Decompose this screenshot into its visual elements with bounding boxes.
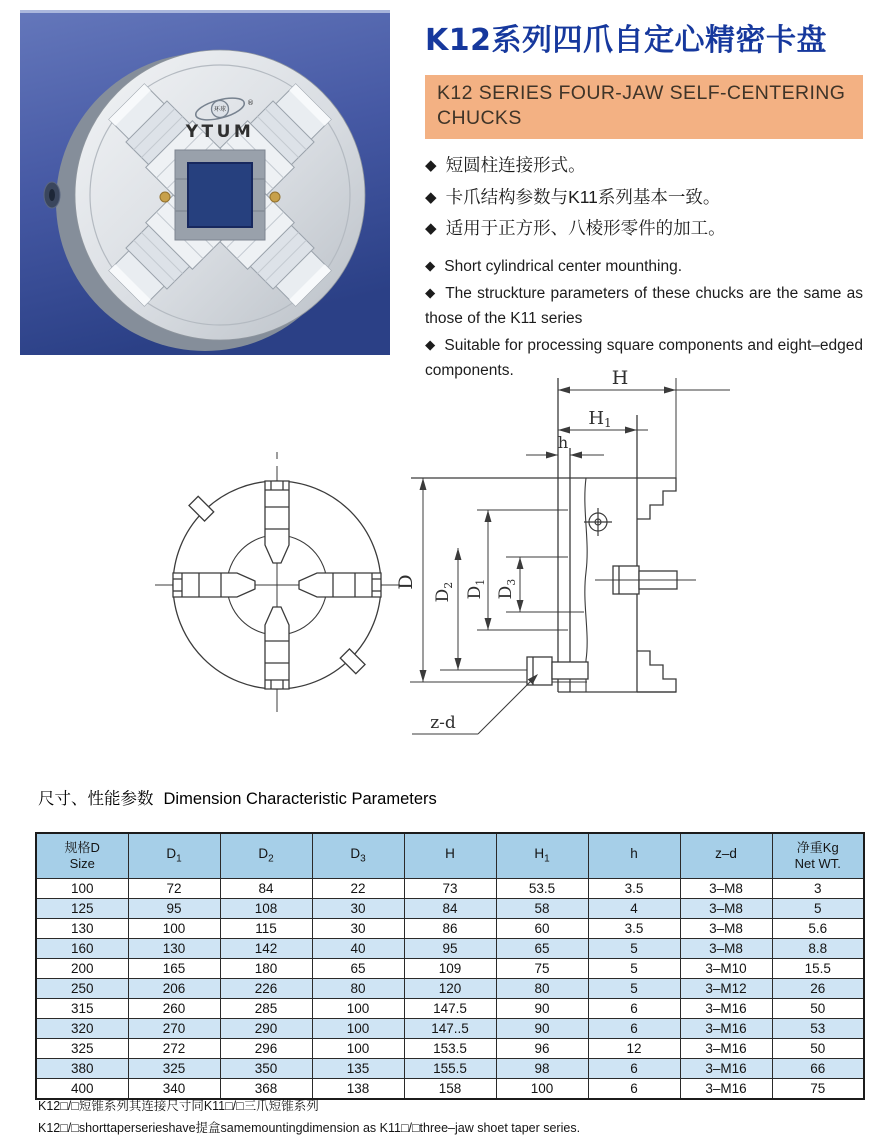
table-cell: 6 [588, 1079, 680, 1100]
table-cell: 130 [36, 919, 128, 939]
table-cell: 108 [220, 899, 312, 919]
table-cell: 58 [496, 899, 588, 919]
table-cell: 135 [312, 1059, 404, 1079]
table-cell: 115 [220, 919, 312, 939]
table-cell: 109 [404, 959, 496, 979]
table-cell: 75 [496, 959, 588, 979]
table-cell: 15.5 [772, 959, 864, 979]
table-cell: 315 [36, 999, 128, 1019]
diamond-bullet-icon: ◆ [425, 257, 436, 273]
table-row [36, 1019, 864, 1039]
table-cell: 30 [312, 919, 404, 939]
feature-item [425, 154, 863, 178]
table-cell: 100 [312, 999, 404, 1019]
table-cell: 130 [128, 939, 220, 959]
feature-item [425, 282, 863, 331]
table-cell: 160 [36, 939, 128, 959]
table-cell: 3–M16 [680, 1019, 772, 1039]
dim-label-D2: $D_2$ [433, 581, 455, 603]
table-cell: 90 [496, 999, 588, 1019]
table-cell: 30 [312, 899, 404, 919]
brass-screw-right [270, 192, 280, 202]
table-title-en: Dimension Characteristic Parameters [163, 790, 437, 808]
col-header-netwt: 净重Kg Net WT. [772, 833, 864, 879]
table-row [36, 919, 864, 939]
table-cell: 4 [588, 899, 680, 919]
table-row [36, 939, 864, 959]
table-cell: 272 [128, 1039, 220, 1059]
table-row [36, 879, 864, 899]
footnote-line: K12□/□短锥系列其连接尺寸同K11□/□三爪短锥系列 [38, 1099, 319, 1113]
footnotes [38, 1097, 580, 1141]
table-body [36, 879, 864, 1100]
table-cell: 5 [588, 979, 680, 999]
front-view [155, 452, 400, 712]
diamond-bullet-icon: ◆ [425, 188, 437, 206]
table-cell: 155.5 [404, 1059, 496, 1079]
features-list-cn [425, 154, 863, 241]
table-cell: 95 [128, 899, 220, 919]
table-cell: 3–M16 [680, 999, 772, 1019]
table-cell: 80 [312, 979, 404, 999]
technical-drawing [140, 360, 740, 772]
table-cell: 3–M16 [680, 1039, 772, 1059]
table-row [36, 979, 864, 999]
feature-text: Short cylindrical center mounthing. [444, 257, 683, 275]
dim-label-D3: $D_3$ [496, 578, 518, 600]
page-title: K12系列四爪自定心精密卡盘 [425, 23, 827, 58]
brass-screw-left [160, 192, 170, 202]
table-cell: 100 [312, 1019, 404, 1039]
table-cell: 75 [772, 1079, 864, 1100]
table-row [36, 999, 864, 1019]
table-row [36, 959, 864, 979]
intro-column [425, 24, 863, 386]
table-cell: 153.5 [404, 1039, 496, 1059]
diamond-bullet-icon: ◆ [425, 220, 437, 238]
table-cell: 3–M8 [680, 939, 772, 959]
table-cell: 53.5 [496, 879, 588, 899]
table-row [36, 1039, 864, 1059]
table-cell: 22 [312, 879, 404, 899]
table-cell: 165 [128, 959, 220, 979]
center-square-hole [188, 163, 252, 227]
table-cell: 5.6 [772, 919, 864, 939]
chuck-photo-image [20, 10, 390, 355]
feature-text: The struckture parameters of these chucks are the same as those of the K11 series [425, 285, 863, 327]
table-cell: 98 [496, 1059, 588, 1079]
diamond-bullet-icon: ◆ [425, 337, 436, 353]
col-header-size: 规格D Size [36, 833, 128, 879]
diamond-bullet-icon: ◆ [425, 285, 437, 301]
feature-text: Suitable for processing square components and eight–edged components. [425, 337, 863, 379]
table-cell: 3–M16 [680, 1059, 772, 1079]
table-cell: 400 [36, 1079, 128, 1100]
feature-text: 适用于正方形、八棱形零件的加工。 [445, 218, 726, 239]
table-cell: 200 [36, 959, 128, 979]
table-cell: 138 [312, 1079, 404, 1100]
logo-cn-text: 环球 [213, 106, 227, 113]
diamond-bullet-icon: ◆ [425, 156, 437, 174]
table-cell: 12 [588, 1039, 680, 1059]
col-header-d3: $D_3$ [312, 833, 404, 879]
table-cell: 5 [588, 959, 680, 979]
feature-item [425, 255, 863, 279]
brand-text: YTUM [185, 122, 255, 142]
table-cell: 270 [128, 1019, 220, 1039]
table-cell: 3.5 [588, 919, 680, 939]
table-cell: 95 [404, 939, 496, 959]
table-cell: 320 [36, 1019, 128, 1039]
table-cell: 6 [588, 1059, 680, 1079]
table-cell: 53 [772, 1019, 864, 1039]
table-cell: 73 [404, 879, 496, 899]
dim-label-h: h [557, 433, 569, 452]
table-cell: 147..5 [404, 1019, 496, 1039]
table-cell: 66 [772, 1059, 864, 1079]
table-cell: 100 [128, 919, 220, 939]
col-header-H: H [404, 833, 496, 879]
dim-label-H1: H1 [588, 408, 612, 430]
table-cell: 3–M8 [680, 879, 772, 899]
feature-text: 短圆柱连接形式。 [445, 154, 586, 175]
table-cell: 5 [588, 939, 680, 959]
table-cell: 3–M8 [680, 899, 772, 919]
table-cell: 325 [128, 1059, 220, 1079]
position-tolerance-icon [584, 508, 612, 536]
col-header-d2: $D_2$ [220, 833, 312, 879]
table-cell: 50 [772, 1039, 864, 1059]
dim-label-zd: z-d [430, 713, 456, 733]
col-header-d1: $D_1$ [128, 833, 220, 879]
table-cell: 100 [312, 1039, 404, 1059]
table-cell: 72 [128, 879, 220, 899]
table-row [36, 1079, 864, 1100]
table-title-cn: 尺寸、性能参数 [38, 790, 154, 808]
col-header-h: h [588, 833, 680, 879]
feature-item [425, 186, 863, 210]
table-cell: 290 [220, 1019, 312, 1039]
table-cell: 180 [220, 959, 312, 979]
dim-label-H: H [611, 367, 629, 389]
table-cell: 84 [220, 879, 312, 899]
table-cell: 206 [128, 979, 220, 999]
table-cell: 285 [220, 999, 312, 1019]
table-cell: 3.5 [588, 879, 680, 899]
table-cell: 325 [36, 1039, 128, 1059]
table-header [36, 833, 864, 879]
dimension-drawing [140, 360, 740, 772]
table-cell: 142 [220, 939, 312, 959]
registered-mark: ® [247, 99, 254, 107]
col-header-zd: z–d [680, 833, 772, 879]
table-cell: 65 [496, 939, 588, 959]
table-cell: 86 [404, 919, 496, 939]
table-cell: 26 [772, 979, 864, 999]
table-cell: 120 [404, 979, 496, 999]
table-cell: 65 [312, 959, 404, 979]
table-cell: 96 [496, 1039, 588, 1059]
footnote-line: K12□/□shorttaperserieshave提盒samemountingdimension as K11□/□three–jaw shoet taper series. [38, 1121, 581, 1136]
table-cell: 3–M10 [680, 959, 772, 979]
dimension-table [35, 832, 865, 1100]
table-header-row [36, 833, 864, 879]
table-cell: 90 [496, 1019, 588, 1039]
table-cell: 158 [404, 1079, 496, 1100]
table-cell: 100 [36, 879, 128, 899]
table-cell: 40 [312, 939, 404, 959]
table-cell: 6 [588, 999, 680, 1019]
table-cell: 6 [588, 1019, 680, 1039]
table-row [36, 1059, 864, 1079]
table-cell: 226 [220, 979, 312, 999]
dim-label-D1: $D_1$ [465, 578, 487, 600]
col-header-H1: $H_1$ [496, 833, 588, 879]
table-cell: 100 [496, 1079, 588, 1100]
table-cell: 260 [128, 999, 220, 1019]
table-cell: 60 [496, 919, 588, 939]
table-cell: 3 [772, 879, 864, 899]
table-cell: 350 [220, 1059, 312, 1079]
table-cell: 3–M8 [680, 919, 772, 939]
table-cell: 380 [36, 1059, 128, 1079]
table-cell: 296 [220, 1039, 312, 1059]
table-title [38, 785, 437, 809]
table-cell: 340 [128, 1079, 220, 1100]
table-cell: 50 [772, 999, 864, 1019]
product-photo [20, 10, 390, 355]
feature-text: 卡爪结构参数与K11系列基本一致。 [445, 186, 721, 207]
table-cell: 125 [36, 899, 128, 919]
feature-item [425, 217, 863, 241]
photo-top-edge [20, 10, 390, 13]
table-cell: 3–M16 [680, 1079, 772, 1100]
table-cell: 368 [220, 1079, 312, 1100]
table-cell: 250 [36, 979, 128, 999]
table-cell: 84 [404, 899, 496, 919]
table-cell: 8.8 [772, 939, 864, 959]
table-cell: 80 [496, 979, 588, 999]
table-cell: 3–M12 [680, 979, 772, 999]
table-cell: 5 [772, 899, 864, 919]
table-row [36, 899, 864, 919]
table-cell: 147.5 [404, 999, 496, 1019]
subtitle-banner: K12 SERIES FOUR-JAW SELF-CENTERING CHUCKS [425, 75, 863, 139]
dim-label-D: D [395, 574, 417, 590]
